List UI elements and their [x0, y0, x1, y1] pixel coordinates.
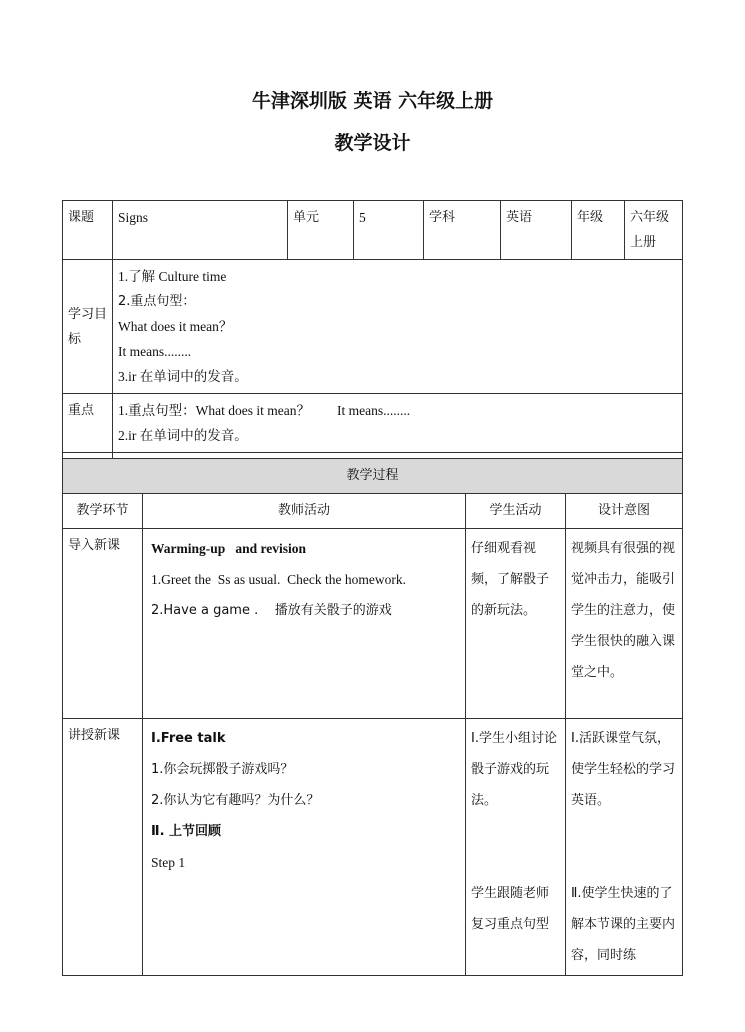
grade-value: 六年级上册	[625, 201, 683, 260]
objectives-cell	[113, 260, 683, 394]
activity-line: 1.Greet the Ss as usual. Check the homework.	[151, 572, 406, 587]
activity-heading: Ⅰ.Free talk	[151, 731, 226, 746]
column-header: 学生活动	[466, 494, 566, 529]
key-point-line: 2.ir 在单词中的发音。	[118, 428, 248, 443]
objective-line: 1.了解 Culture time	[118, 269, 227, 284]
document-title: 牛津深圳版 英语 六年级上册	[251, 90, 494, 112]
objective-line: What does it mean？	[118, 319, 233, 334]
teaching-process-table	[62, 458, 683, 976]
subject-label: 学科	[424, 201, 501, 260]
lesson-label: 课题	[63, 201, 113, 260]
teacher-activity-cell	[143, 529, 466, 719]
unit-value: 5	[354, 201, 424, 260]
student-activity-text: 学生跟随老师复习重点句型	[471, 886, 550, 932]
student-activity-cell	[466, 719, 566, 976]
activity-line: 2.Have a game . 播放有关骰子的游戏	[151, 603, 392, 618]
activity-line: Step 1	[151, 855, 186, 870]
lesson-value: Signs	[113, 201, 288, 260]
lesson-info-table	[62, 200, 683, 481]
design-intent-cell	[566, 719, 683, 976]
activity-heading: Warming-up and revision	[151, 541, 307, 556]
key-label: 重点	[63, 394, 113, 453]
column-header: 设计意图	[566, 494, 683, 529]
stage-cell: 讲授新课	[63, 719, 143, 976]
design-intent-text: Ⅰ.活跃课堂气氛，使学生轻松的学习英语。	[571, 731, 676, 808]
student-activity-text: Ⅰ.学生小组讨论骰子游戏的玩法。	[471, 731, 557, 808]
stage-cell: 导入新课	[63, 529, 143, 719]
key-point-line: 1.重点句型：What does it mean？ It means........	[118, 403, 411, 418]
activity-line: 2.你认为它有趣吗？为什么？	[151, 793, 320, 808]
objective-line: 2.重点句型：	[118, 294, 196, 309]
key-cell	[113, 394, 683, 453]
design-intent-cell: 视频具有很强的视觉冲击力，能吸引学生的注意力，使学生很快的融入课堂之中。	[566, 529, 683, 719]
objective-line: 3.ir 在单词中的发音。	[118, 369, 248, 384]
objectives-label: 学习目标	[63, 260, 113, 394]
column-header: 教师活动	[143, 494, 466, 529]
objective-line: It means........	[118, 344, 192, 359]
unit-label: 单元	[288, 201, 354, 260]
grade-label: 年级	[572, 201, 625, 260]
process-header: 教学过程	[63, 459, 683, 494]
student-activity-cell: 仔细观看视频，了解骰子的新玩法。	[466, 529, 566, 719]
teacher-activity-cell	[143, 719, 466, 976]
activity-heading: Ⅱ. 上节回顾	[151, 824, 222, 839]
activity-line: 1.你会玩掷骰子游戏吗？	[151, 762, 294, 777]
subject-value: 英语	[501, 201, 572, 260]
design-intent-text: Ⅱ.使学生快速的了解本节课的主要内容，同时练	[571, 886, 676, 963]
column-header: 教学环节	[63, 494, 143, 529]
document-subtitle: 教学设计	[334, 132, 411, 154]
